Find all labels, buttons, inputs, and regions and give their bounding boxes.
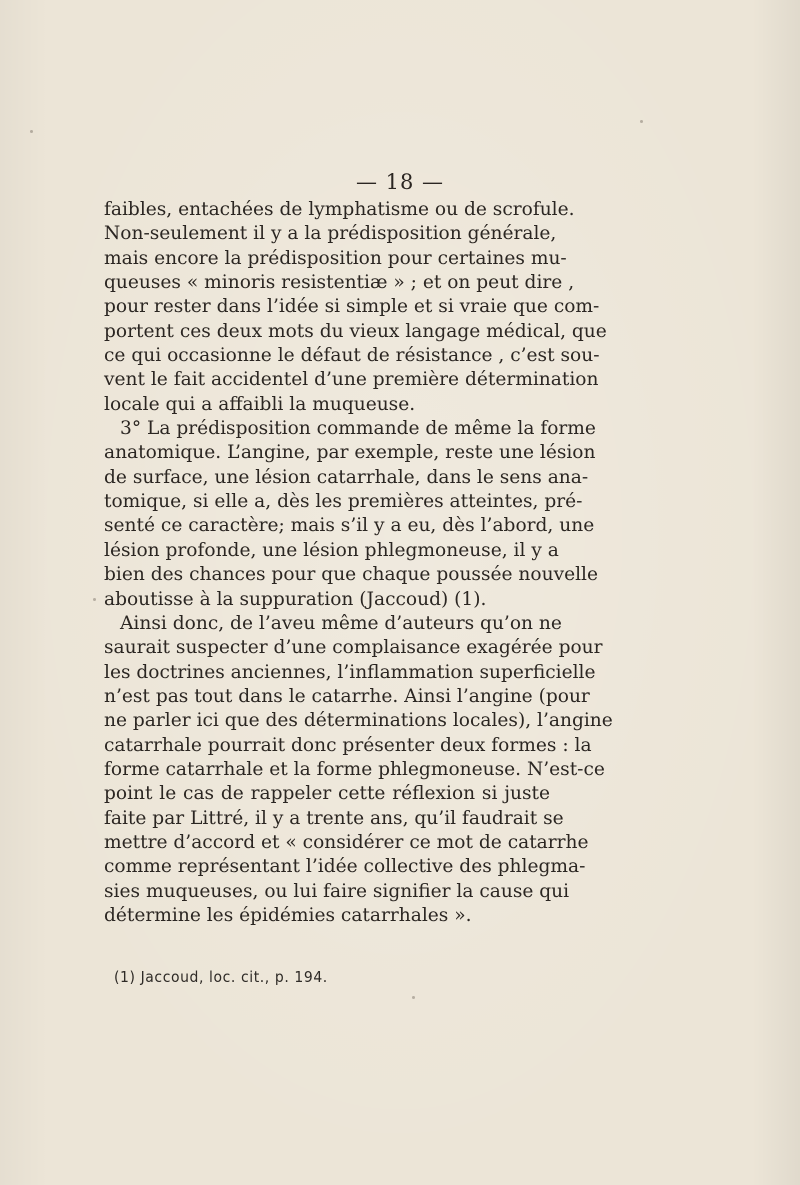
text-line: aboutisse à la suppuration (Jaccoud) (1).	[104, 588, 487, 610]
text-line: vent le fait accidentel d’une première détermination	[104, 369, 599, 391]
text-line: bien des chances pour que chaque poussée nouvelle	[104, 564, 598, 586]
text-line: mais encore la prédisposition pour certaines mu-	[104, 247, 567, 269]
text-line: pour rester dans l’idée si simple et si vraie que com-	[104, 296, 600, 318]
text-line: portent ces deux mots du vieux langage médical, que	[104, 320, 607, 342]
text-line: locale qui a affaibli la muqueuse.	[104, 393, 416, 415]
text-line: les doctrines anciennes, l’inflammation superficielle	[104, 661, 596, 683]
text-line: mettre d’accord et « considérer ce mot de catarrhe	[104, 831, 589, 853]
text-line: anatomique. L’angine, par exemple, reste une lésion	[104, 442, 596, 464]
text-line: Ainsi donc, de l’aveu même d’auteurs qu’on ne	[120, 612, 562, 634]
text-line: ce qui occasionne le défaut de résistance , c’est sou-	[104, 345, 600, 367]
paper-speck	[640, 120, 643, 123]
text-line: lésion profonde, une lésion phlegmoneuse, il y a	[104, 539, 559, 561]
text-line: comme représentant l’idée collective des phlegma-	[104, 856, 586, 878]
text-line: sies muqueuses, ou lui faire signifier la cause qui	[104, 880, 570, 902]
paper-speck	[412, 996, 415, 999]
text-line: faite par Littré, il y a trente ans, qu’il faudrait se	[104, 807, 564, 829]
text-line: faibles, entachées de lymphatisme ou de scrofule.	[104, 199, 575, 220]
text-line: 3° La prédisposition commande de même la forme	[120, 418, 596, 440]
text-line: ne parler ici que des déterminations locales), l’angine	[104, 710, 613, 732]
text-line: senté ce caractère; mais s’il y a eu, dès l’abord, une	[104, 515, 595, 537]
text-line: n’est pas tout dans le catarrhe. Ainsi l’angine (pour	[104, 685, 590, 707]
paper-speck	[30, 130, 33, 133]
text-line: catarrhale pourrait donc présenter deux formes : la	[104, 734, 592, 756]
paper-speck	[93, 598, 96, 601]
text-line: de surface, une lésion catarrhale, dans le sens ana-	[104, 466, 589, 488]
text-line: saurait suspecter d’une complaisance exagérée pour	[104, 637, 603, 659]
text-line: détermine les épidémies catarrhales ».	[104, 904, 472, 926]
text-line: point le cas de rappeler cette réflexion si juste	[104, 783, 550, 805]
page-number: — 18 —	[355, 170, 445, 194]
text-line: queuses « minoris resistentiæ » ; et on peut dire ,	[104, 272, 575, 294]
body-text	[104, 198, 613, 928]
text-line: forme catarrhale et la forme phlegmoneuse. N’est-ce	[104, 758, 605, 780]
text-line: tomique, si elle a, dès les premières atteintes, pré-	[104, 491, 583, 513]
footnote: (1) Jaccoud, loc. cit., p. 194.	[114, 968, 328, 986]
text-line: Non-seulement il y a la prédisposition générale,	[104, 223, 557, 245]
